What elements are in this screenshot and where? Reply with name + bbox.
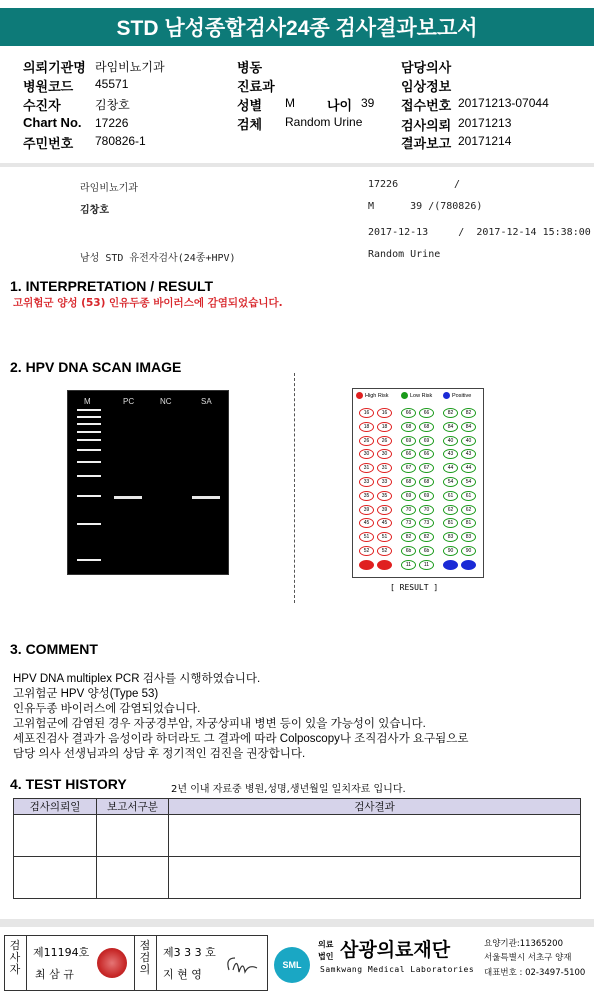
gel-lane-pc: PC [123, 397, 135, 406]
grid-cell: 84 [443, 422, 458, 432]
grid-cell: 81 [461, 518, 476, 528]
legend-low-risk: Low Risk [401, 392, 432, 399]
hospital-label: 의뢰기관명 [23, 60, 86, 75]
grid-cell: 44 [443, 463, 458, 473]
footer [0, 933, 594, 993]
info-name: 김창호 [80, 205, 109, 216]
grid-cell: 51 [359, 532, 374, 542]
info-chart: 17226 [368, 179, 399, 190]
info-slash: / [454, 179, 461, 190]
sex-value: M [285, 96, 295, 110]
comment-line: 인유두종 바이러스에 감염되었습니다. [13, 703, 201, 715]
recipient-label: 수진자 [23, 98, 61, 113]
grid-cell: 35 [359, 491, 374, 501]
report-value: 20171214 [458, 134, 512, 148]
reviewer-number: 제3 3 3 호 [163, 946, 216, 959]
grid-cell: 52 [377, 546, 392, 556]
interpretation-text: 고위험군 양성 (53) 인유두종 바이러스에 감염되었습니다. [13, 297, 283, 309]
ladder-band [77, 449, 101, 451]
grid-cell: 81 [443, 518, 458, 528]
grid-cell: 6b [401, 546, 416, 556]
grid-cell: 66 [401, 408, 416, 418]
code-value: 45571 [95, 77, 129, 91]
gel-image [67, 390, 229, 575]
request-label: 검사의뢰 [401, 118, 452, 133]
dept-label: 진료과 [237, 79, 275, 94]
grid-cell: 31 [359, 463, 374, 473]
age-value: 39 [361, 96, 375, 110]
grid-cell: 70 [419, 505, 434, 515]
grid-cell: 30 [377, 449, 392, 459]
ladder-band [77, 559, 101, 561]
ladder-band [77, 523, 101, 525]
info-test-name: 남성 STD 유전자검사(24종+HPV) [80, 253, 236, 264]
checker-label: 검사자 [9, 939, 21, 976]
specimen-label: 검체 [237, 117, 263, 132]
grid-cell: 66 [419, 408, 434, 418]
history-table [13, 798, 581, 899]
grid-cell: 66 [419, 449, 434, 459]
receipt-value: 20171213-07044 [458, 96, 549, 110]
grid-cell [461, 560, 476, 570]
grid-cell: 61 [461, 491, 476, 501]
grid-cell: 67 [401, 463, 416, 473]
comment-line: 고위험군에 감염된 경우 자궁경부암, 자궁상피내 병변 등이 있을 가능성이 있습니다. [13, 718, 426, 730]
code-label: 병원코드 [23, 79, 74, 94]
history-title: 4. TEST HISTORY [10, 776, 127, 792]
high-risk-dot-icon [356, 392, 363, 399]
grid-cell: 69 [419, 491, 434, 501]
receipt-label: 접수번호 [401, 98, 452, 113]
grid-cell: 35 [377, 491, 392, 501]
header-block [0, 0, 594, 160]
gel-lane-sa: SA [201, 397, 212, 406]
report-label: 결과보고 [401, 136, 452, 151]
table-row [14, 815, 581, 857]
legend-positive: Positive [443, 392, 471, 399]
positive-dot-icon [443, 392, 450, 399]
recipient-value: 김창호 [95, 98, 130, 112]
org-name: 삼광의료재단 [340, 939, 451, 961]
history-col-report-type: 보고서구분 [97, 799, 169, 815]
grid-cell: 16 [377, 408, 392, 418]
id-value: 780826-1 [95, 134, 146, 148]
grid-cell: 33 [359, 477, 374, 487]
reviewer-name: 지 현 영 [163, 968, 202, 981]
ladder-band [77, 439, 101, 441]
grid-cell: 18 [377, 422, 392, 432]
signature-icon [223, 950, 263, 980]
grid-cell: 26 [377, 436, 392, 446]
sex-label: 성별 [237, 98, 263, 113]
comment-line: 고위험군 HPV 양성(Type 53) [13, 688, 159, 700]
grid-cell: 90 [461, 546, 476, 556]
ladder-band [77, 409, 101, 411]
legend-high-risk: High Risk [356, 392, 389, 399]
grid-cell: 54 [461, 477, 476, 487]
grid-cell: 26 [359, 436, 374, 446]
request-value: 20171213 [458, 116, 512, 130]
grid-cell: 83 [461, 532, 476, 542]
org-small-1: 의료 [318, 940, 334, 949]
doctor-label: 담당의사 [401, 60, 452, 75]
checker-name: 최 삼 규 [35, 968, 74, 981]
seal-stamp-icon [97, 948, 127, 978]
grid-cell: 66 [401, 449, 416, 459]
comment-line: HPV DNA multiplex PCR 검사를 시행하였습니다. [13, 673, 261, 685]
grid-cell: 45 [377, 518, 392, 528]
grid-cell: 54 [443, 477, 458, 487]
hpv-result-grid [352, 388, 484, 578]
grid-cell: 62 [461, 505, 476, 515]
grid-cell: 90 [443, 546, 458, 556]
grid-cell: 84 [461, 422, 476, 432]
info-sex-age: M 39 /(780826) [368, 201, 483, 212]
grid-cell: 83 [443, 532, 458, 542]
interpretation-title: 1. INTERPRETATION / RESULT [10, 278, 214, 294]
org-line-1: 요양기관:11365200 [484, 939, 563, 949]
grid-cell: 52 [359, 546, 374, 556]
specimen-value: Random Urine [285, 115, 363, 129]
grid-cell: 11 [401, 560, 416, 570]
grid-cell: 39 [377, 505, 392, 515]
grid-cell: 68 [419, 422, 434, 432]
footer-divider [0, 919, 594, 927]
hospital-value: 라임비뇨기과 [95, 60, 165, 74]
grid-cell: 82 [461, 408, 476, 418]
org-small-2: 법인 [318, 952, 334, 961]
grid-cell: 16 [359, 408, 374, 418]
grid-cell: 69 [401, 436, 416, 446]
grid-cell [359, 560, 374, 570]
checker-number: 제11194호 [33, 946, 90, 959]
grid-cell: 69 [401, 491, 416, 501]
info-specimen: Random Urine [368, 249, 441, 260]
grid-cell: 82 [419, 532, 434, 542]
grid-cell [377, 560, 392, 570]
reviewer-label: 점검의 [139, 939, 151, 976]
info-hospital: 라임비뇨기과 [80, 183, 138, 194]
grid-cell: 68 [419, 477, 434, 487]
chart-value: 17226 [95, 116, 129, 130]
comment-line: 담당 의사 선생님과의 상담 후 정기적인 검진을 권장합니다. [13, 748, 306, 760]
report-title: STD 남성종합검사24종 검사결과보고서 [0, 8, 594, 46]
ladder-band [77, 423, 101, 425]
table-row [14, 857, 581, 899]
hpv-image-title: 2. HPV DNA SCAN IMAGE [10, 359, 182, 375]
org-line-3: 대표번호 : 02-3497-5100 [484, 968, 586, 978]
grid-cell: 43 [443, 449, 458, 459]
grid-cell: 43 [461, 449, 476, 459]
grid-cell: 45 [359, 518, 374, 528]
id-label: 주민번호 [23, 136, 74, 151]
gel-band-sa [192, 496, 220, 499]
grid-cell: 68 [401, 422, 416, 432]
grid-cell: 82 [443, 408, 458, 418]
grid-cell: 40 [461, 436, 476, 446]
ladder-band [77, 431, 101, 433]
history-note: 2년 이내 자료중 병원,성명,생년월일 일치자료 입니다. [171, 784, 406, 795]
chart-label: Chart No. [23, 115, 82, 130]
grid-cell: 62 [443, 505, 458, 515]
result-caption: [ RESULT ] [390, 583, 439, 592]
clinical-label: 임상정보 [401, 79, 452, 94]
grid-cell: 39 [359, 505, 374, 515]
divider [0, 163, 594, 167]
grid-cell: 51 [377, 532, 392, 542]
ward-label: 병동 [237, 60, 263, 75]
ladder-band [77, 416, 101, 418]
sml-logo-icon [272, 937, 312, 985]
grid-cell: 69 [419, 436, 434, 446]
grid-cell: 44 [461, 463, 476, 473]
gel-lane-m: M [84, 397, 91, 406]
comment-line: 세포진검사 결과가 음성이라 하더라도 그 결과에 따라 Colposcopy나 조직검사가 요구됨으로 [13, 733, 469, 745]
grid-cell: 73 [419, 518, 434, 528]
grid-cell: 68 [401, 477, 416, 487]
low-risk-dot-icon [401, 392, 408, 399]
sml-logo-text: SML [274, 947, 310, 983]
grid-cell: 40 [443, 436, 458, 446]
grid-cell: 82 [401, 532, 416, 542]
grid-cell: 11 [419, 560, 434, 570]
signature-box [4, 935, 268, 991]
ladder-band [77, 495, 101, 497]
grid-cell: 73 [401, 518, 416, 528]
gel-lane-nc: NC [160, 397, 172, 406]
history-col-result: 검사결과 [169, 799, 581, 815]
grid-cell: 70 [401, 505, 416, 515]
grid-cell: 18 [359, 422, 374, 432]
grid-cell: 30 [359, 449, 374, 459]
ladder-band [77, 475, 101, 477]
age-label: 나이 [327, 98, 353, 113]
ladder-band [77, 461, 101, 463]
grid-cell: 6b [419, 546, 434, 556]
grid-cell [443, 560, 458, 570]
history-col-request-date: 검사의뢰일 [14, 799, 97, 815]
gel-band-pc [114, 496, 142, 499]
comment-block [13, 672, 468, 762]
grid-cell: 31 [377, 463, 392, 473]
dashed-divider [294, 373, 295, 603]
grid-cell: 67 [419, 463, 434, 473]
grid-cell: 61 [443, 491, 458, 501]
grid-cell: 33 [377, 477, 392, 487]
org-english: Samkwang Medical Laboratories [320, 965, 475, 974]
comment-title: 3. COMMENT [10, 641, 98, 657]
info-dates: 2017-12-13 / 2017-12-14 15:38:00 [368, 227, 591, 238]
org-line-2: 서울특별시 서초구 양재 [484, 953, 572, 963]
